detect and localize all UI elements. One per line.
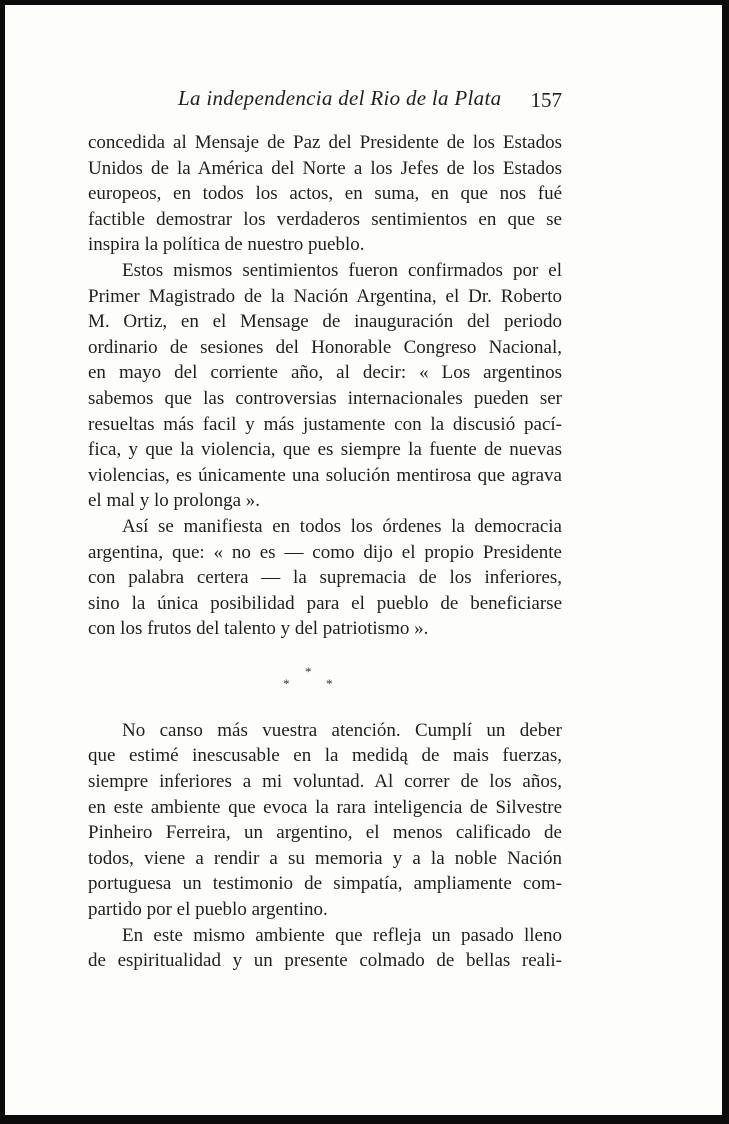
paragraph: [88, 718, 562, 923]
running-title: La independencia del Rio de la Plata: [178, 86, 502, 110]
text-line: todos, viene a rendir a su memoria y a la noble Nación: [88, 847, 562, 869]
text-line: sino la única posibilidad para el pueblo de beneficiarse: [88, 592, 562, 614]
text-line: el mal y lo prolonga ».: [88, 490, 261, 512]
text-line: En este mismo ambiente que refleja un pasado lleno: [122, 924, 562, 946]
text-line: resueltas más facil y más justamente con la discusió pací-: [88, 413, 562, 435]
text-line: Pinheiro Ferreira, un argentino, el menos calificado de: [88, 822, 562, 844]
paragraph: [88, 514, 562, 642]
asterisk: *: [283, 676, 290, 691]
text-line: con los frutos del talento y del patriotismo ».: [88, 618, 429, 640]
text-line: Así se manifiesta en todos los órdenes la democracia: [122, 515, 562, 537]
text-line: con palabra certera — la supremacia de los inferiores,: [88, 567, 562, 589]
paragraph: [88, 130, 562, 258]
text-line: Primer Magistrado de la Nación Argentina, el Dr. Roberto: [88, 285, 562, 307]
text-line: Estos mismos sentimientos fueron confirmados por el: [122, 259, 562, 281]
text-line: sabemos que las controversias internacionales pueden ser: [88, 387, 562, 409]
text-line: fica, y que la violencia, que es siempre la fuente de nuevas: [88, 439, 562, 461]
text-line: factible demostrar los verdaderos sentimientos en que se: [88, 208, 562, 230]
dinkus-ornament: [280, 664, 342, 692]
text-line: portuguesa un testimonio de simpatía, ampliamente com-: [88, 873, 562, 895]
text-line: argentina, que: « no es — como dijo el propio Presidente: [88, 541, 562, 563]
page-header: [88, 86, 562, 118]
text-line: M. Ortiz, en el Mensage de inauguración del periodo: [88, 311, 562, 333]
text-line: siempre inferiores a mi voluntad. Al correr de los años,: [88, 771, 562, 793]
page-number: 157: [530, 88, 562, 112]
body-text: [88, 130, 562, 974]
text-line: que estimé inescusable en la medidą de mais fuerzas,: [88, 745, 562, 767]
text-line: en mayo del corriente año, al decir: « Los argentinos: [88, 362, 562, 384]
text-line: Unidos de la América del Norte a los Jefes de los Estados: [88, 157, 562, 179]
text-line: partido por el pueblo argentino.: [88, 899, 328, 921]
paragraph: [88, 258, 562, 514]
text-line: de espiritualidad y un presente colmado de bellas reali-: [88, 950, 562, 972]
text-line: en este ambiente que evoca la rara inteligencia de Silvestre: [88, 796, 562, 818]
text-line: ordinario de sesiones del Honorable Congreso Nacional,: [88, 336, 562, 358]
asterisk: *: [326, 676, 333, 691]
text-line: concedida al Mensaje de Paz del Presidente de los Estados: [88, 132, 562, 153]
text-line: europeos, en todos los actos, en suma, en que nos fué: [88, 183, 562, 205]
paragraph: [88, 923, 562, 974]
text-line: inspira la política de nuestro pueblo.: [88, 234, 365, 256]
text-line: No canso más vuestra atención. Cumplí un deber: [122, 719, 562, 741]
asterisk: *: [305, 664, 312, 679]
text-line: violencias, es únicamente una solución mentirosa que agrava: [88, 464, 562, 486]
